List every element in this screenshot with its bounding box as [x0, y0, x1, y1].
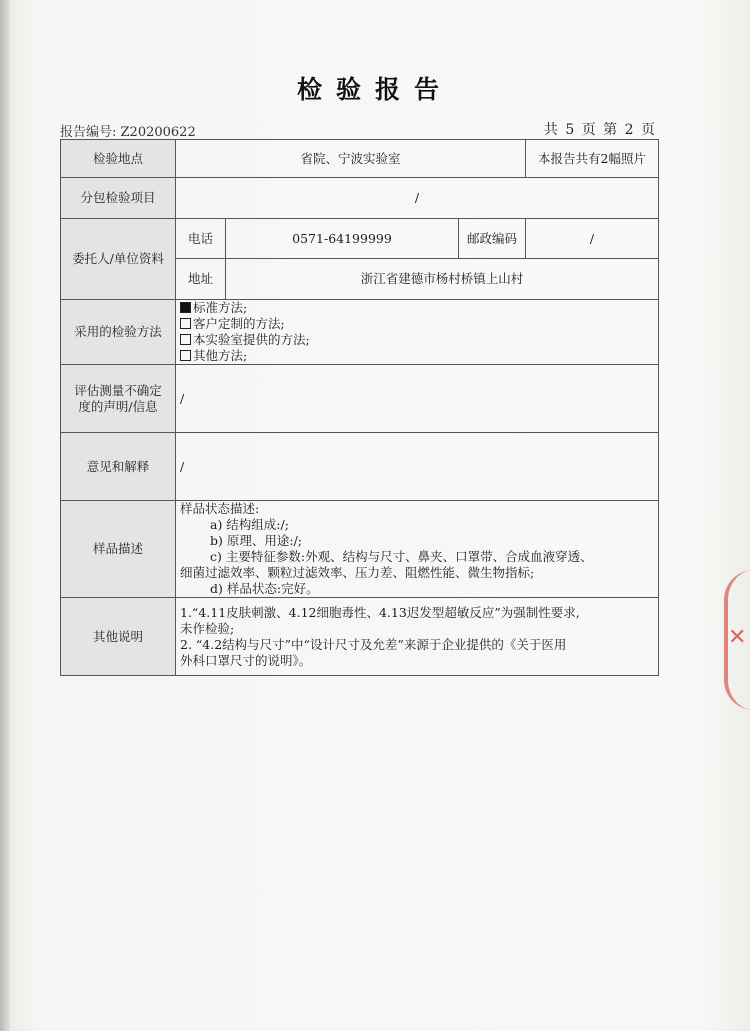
method-option-other: 其他方法;: [180, 348, 654, 364]
other-notes: [176, 598, 659, 676]
other-line-4: 外科口罩尺寸的说明》。: [180, 652, 312, 668]
opinion-label: 意见和解释: [61, 433, 176, 501]
row-opinion: [61, 433, 659, 501]
checkbox-empty-icon: [180, 334, 191, 345]
uncertainty-label: 评估测量不确定 度的声明/信息: [61, 365, 176, 433]
other-line-2: 未作检验;: [180, 620, 235, 636]
methods-options: [176, 300, 659, 365]
sample-heading: 样品状态描述:: [180, 501, 260, 516]
row-uncertainty: [61, 365, 659, 433]
checkbox-empty-icon: [180, 318, 191, 329]
scan-edge-shadow: [0, 0, 10, 1031]
postcode-label: 邮政编码: [459, 219, 526, 259]
page-count: 共 5 页 第 2 页: [543, 122, 655, 138]
row-methods: [61, 300, 659, 365]
location-label: 检验地点: [61, 140, 176, 178]
row-subcontract: [61, 178, 659, 219]
postcode-value: /: [526, 219, 659, 259]
method-option-lab: 本实验室提供的方法;: [180, 332, 654, 348]
method-option-custom: 客户定制的方法;: [180, 316, 654, 332]
checkbox-empty-icon: [180, 350, 191, 361]
document-title: 检验报告: [296, 75, 453, 104]
sample-line-d: d) 样品状态:完好。: [210, 581, 319, 596]
sample-description: [176, 501, 659, 598]
checkbox-checked-icon: [180, 302, 191, 313]
other-line-3: 2. “4.2结构与尺寸”中“设计尺寸及允差”来源于企业提供的《关于医用: [180, 636, 567, 652]
location-value: 省院、宁波实验室: [176, 140, 526, 178]
phone-label: 电话: [176, 219, 226, 259]
subcontract-value: /: [176, 178, 659, 219]
other-line-1: 1.“4.11皮肤刺激、4.12细胞毒性、4.13迟发型超敏反应”为强制性要求,: [180, 604, 580, 620]
other-label: 其他说明: [61, 598, 176, 676]
phone-value: 0571-64199999: [226, 219, 459, 259]
sample-line-b: b) 原理、用途:/;: [210, 533, 302, 548]
subcontract-label: 分包检验项目: [61, 178, 176, 219]
seal-stamp-mark: ✕: [728, 625, 747, 650]
address-value: 浙江省建德市杨村桥镇上山村: [226, 259, 659, 300]
sample-line-c1: c) 主要特征参数:外观、结构与尺寸、鼻夹、口罩带、合成血液穿透、: [210, 549, 593, 564]
sample-line-c2: 细菌过滤效率、颗粒过滤效率、压力差、阻燃性能、微生物指标;: [180, 565, 535, 580]
row-other: [61, 598, 659, 676]
row-location: [61, 140, 659, 178]
sample-line-a: a) 结构组成:/;: [210, 517, 289, 532]
client-label: 委托人/单位资料: [61, 219, 176, 300]
row-sample: [61, 501, 659, 598]
report-table: [60, 139, 659, 676]
row-client-phone: [61, 219, 659, 259]
method-option-standard: 标准方法;: [180, 300, 654, 316]
photo-note: 本报告共有2幅照片: [526, 140, 659, 178]
uncertainty-value: /: [176, 365, 659, 433]
methods-label: 采用的检验方法: [61, 300, 176, 365]
address-label: 地址: [176, 259, 226, 300]
report-number: 报告编号: Z20200622: [60, 125, 196, 140]
sample-label: 样品描述: [61, 501, 176, 598]
opinion-value: /: [176, 433, 659, 501]
